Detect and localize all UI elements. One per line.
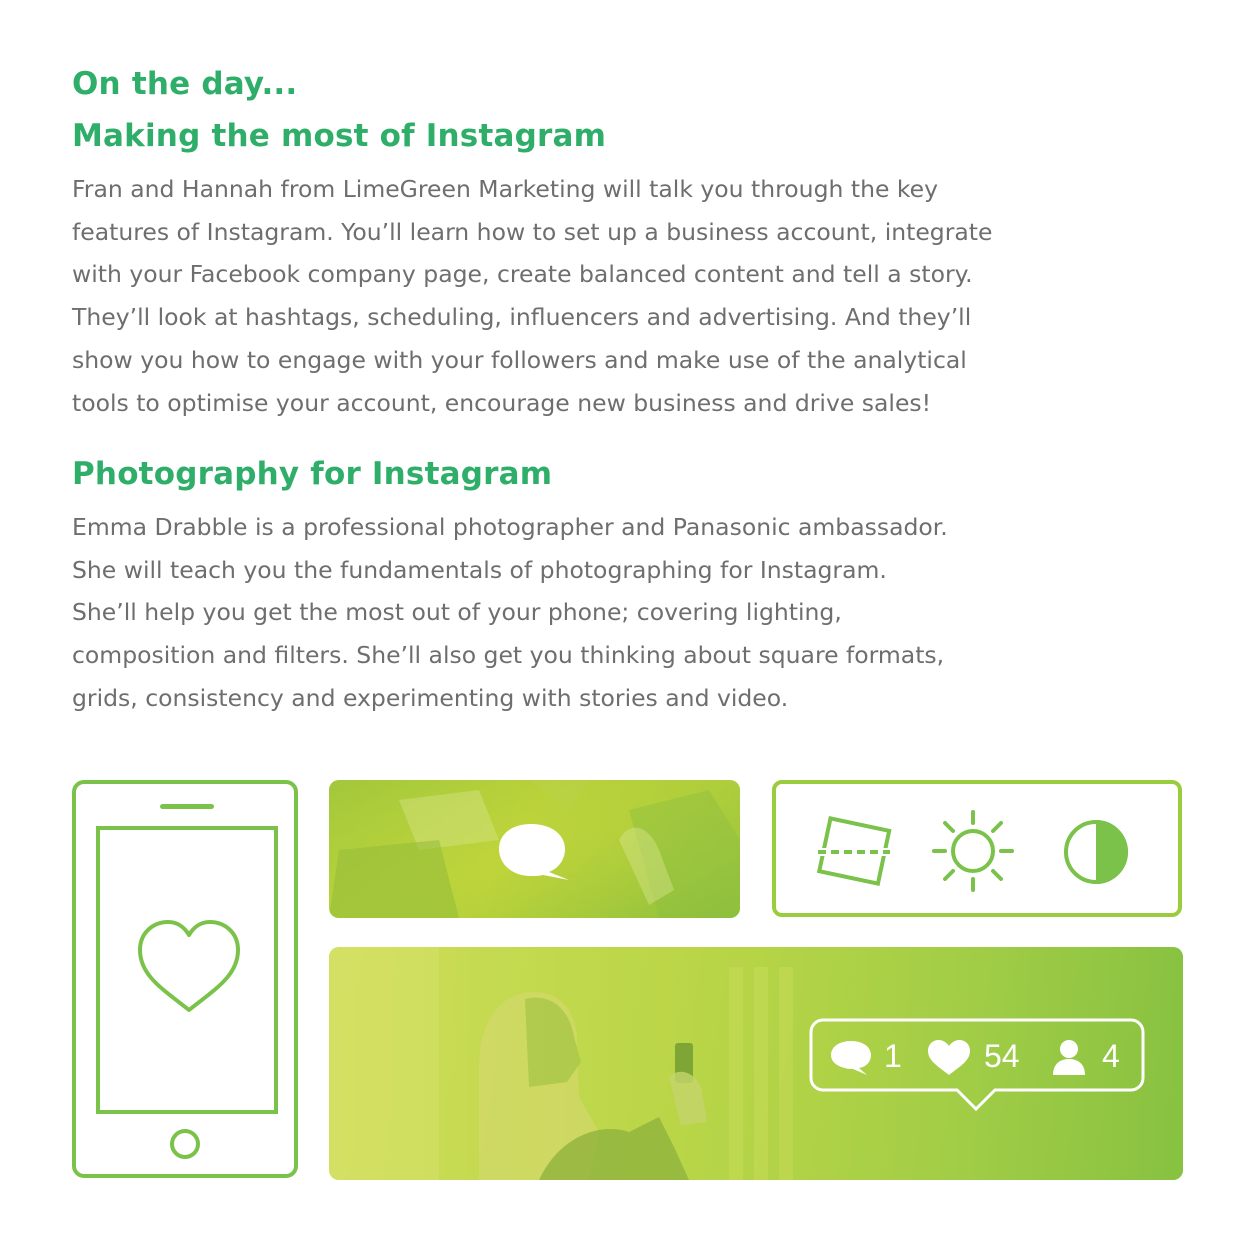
section-heading-photography: Photography for Instagram xyxy=(72,456,553,492)
stats-bubble xyxy=(809,1017,1147,1119)
paragraph-line: Emma Drabble is a professional photographer and Panasonic ambassador. xyxy=(72,513,948,541)
crop-icon xyxy=(814,812,894,892)
paragraph-line: Fran and Hannah from LimeGreen Marketing will talk you through the key xyxy=(72,175,939,203)
photo-edit-tools-panel xyxy=(772,780,1182,917)
like-count: 54 xyxy=(984,1038,1020,1074)
pre-heading: On the day... xyxy=(72,66,298,102)
paragraph-instagram xyxy=(72,168,1182,424)
paragraph-line: show you how to engage with your followers and make use of the analytical xyxy=(72,345,967,374)
brightness-icon xyxy=(930,808,1016,894)
paragraph-line: tools to optimise your account, encourage new business and drive sales! xyxy=(72,388,932,417)
heart-icon xyxy=(134,918,244,1018)
photo-woman-with-phone xyxy=(329,947,1183,1180)
paragraph-line: She will teach you the fundamentals of photographing for Instagram. xyxy=(72,555,887,584)
like-icon xyxy=(928,1040,970,1075)
photo-hands-crafting xyxy=(329,780,740,918)
paragraph-photography xyxy=(72,506,1182,720)
follower-count: 4 xyxy=(1102,1038,1120,1074)
contrast-icon xyxy=(1060,816,1132,888)
paragraph-line: composition and filters. She’ll also get you thinking about square formats, xyxy=(72,641,945,670)
paragraph-line: grids, consistency and experimenting with stories and video. xyxy=(72,683,789,712)
paragraph-line: with your Facebook company page, create balanced content and tell a story. xyxy=(72,260,973,289)
paragraph-line: They’ll look at hashtags, scheduling, influencers and advertising. And they’ll xyxy=(72,303,972,332)
section-heading-instagram: Making the most of Instagram xyxy=(72,118,607,154)
comment-count: 1 xyxy=(884,1038,902,1074)
phone-home-button xyxy=(170,1129,200,1159)
phone-screen xyxy=(96,826,278,1114)
phone-illustration xyxy=(72,780,298,1178)
phone-speaker xyxy=(160,804,214,809)
paragraph-line: features of Instagram. You’ll learn how to set up a business account, integrate xyxy=(72,217,993,246)
speech-bubble-icon xyxy=(497,820,575,884)
follower-icon xyxy=(1053,1040,1085,1075)
paragraph-line: She’ll help you get the most out of your phone; covering lighting, xyxy=(72,598,842,627)
comment-icon xyxy=(831,1041,871,1075)
